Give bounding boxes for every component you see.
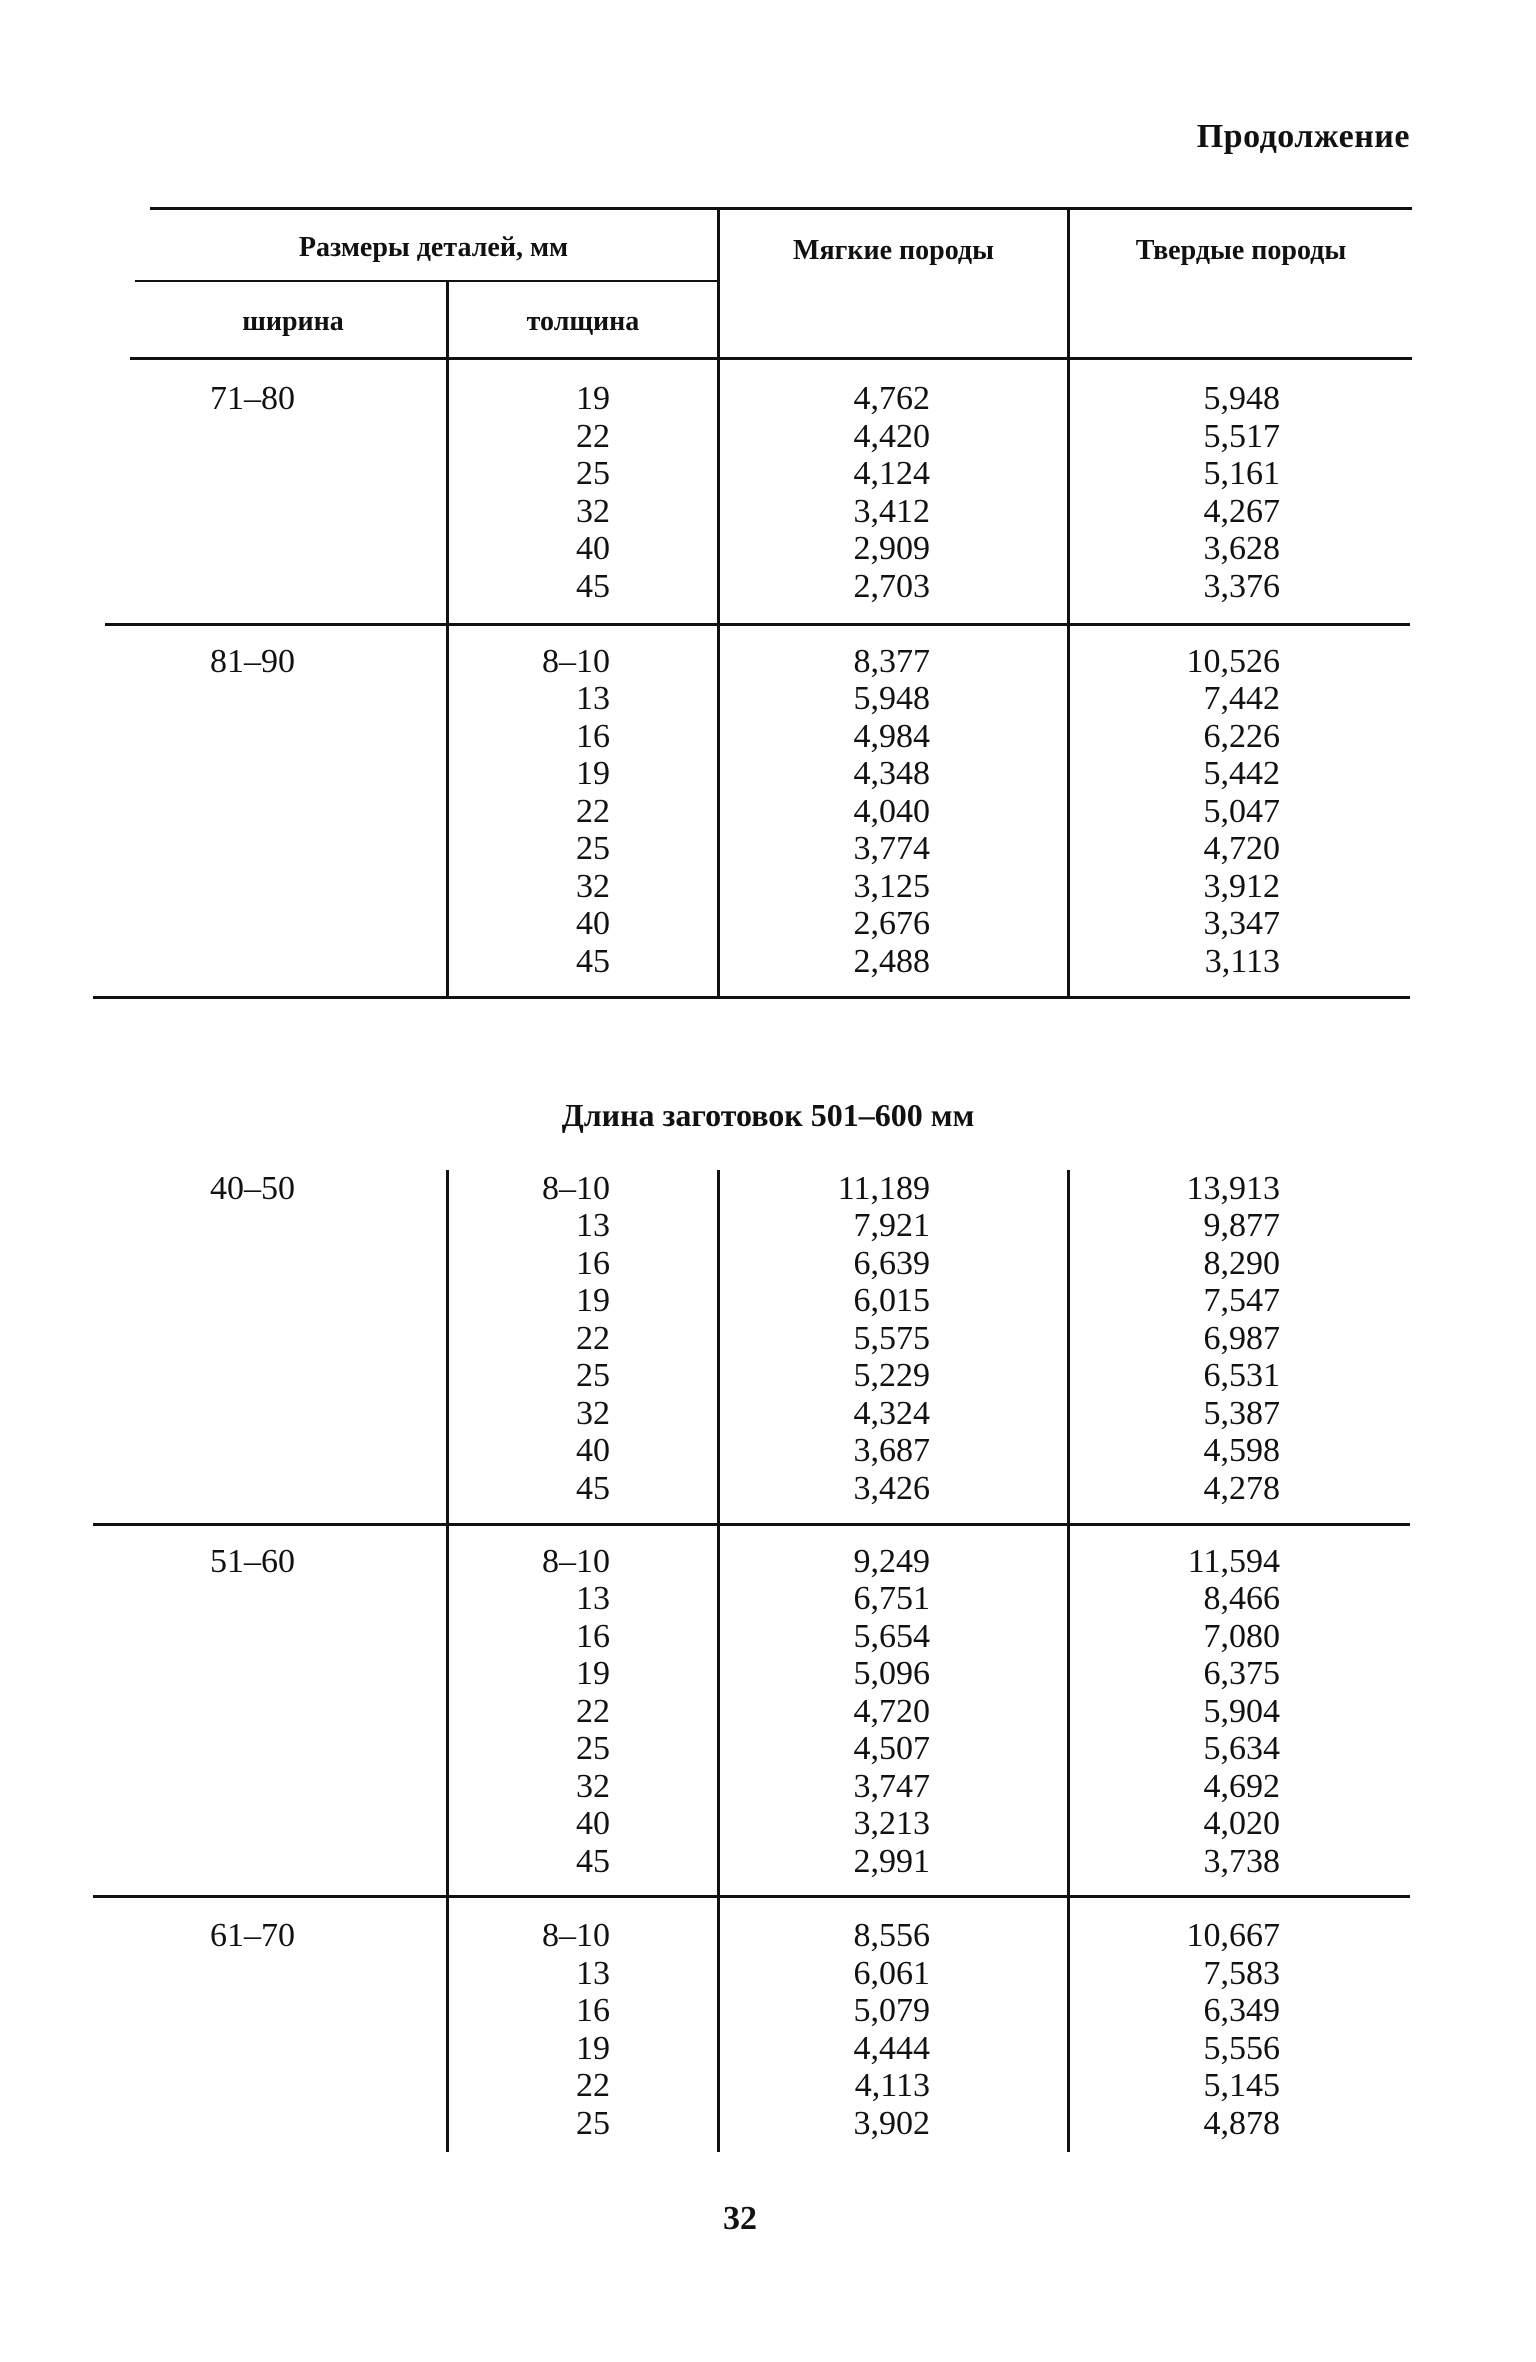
cell-soft: 4,040 — [853, 793, 930, 830]
header-thickness: толщина — [526, 306, 640, 337]
cell-soft: 9,249 — [853, 1543, 930, 1580]
cell-thickness: 40 — [576, 1432, 610, 1469]
cell-thickness: 22 — [576, 793, 610, 830]
group-rule-3 — [93, 1895, 1410, 1898]
cell-soft: 5,079 — [853, 1992, 930, 2029]
cell-hard: 4,020 — [1203, 1805, 1280, 1842]
cell-soft: 2,703 — [853, 568, 930, 605]
cell-soft: 3,774 — [853, 830, 930, 867]
cell-width: 81–90 — [210, 643, 295, 680]
cell-soft: 2,488 — [853, 943, 930, 980]
cell-thickness: 25 — [576, 455, 610, 492]
table-row — [0, 943, 1536, 981]
cell-hard: 6,349 — [1203, 1992, 1280, 2029]
cell-thickness: 32 — [576, 1768, 610, 1805]
cell-thickness: 40 — [576, 905, 610, 942]
cell-soft: 5,948 — [853, 680, 930, 717]
cell-soft: 3,902 — [853, 2105, 930, 2142]
cell-hard: 5,161 — [1203, 455, 1280, 492]
page-number: 32 — [723, 2200, 757, 2237]
cell-hard: 3,113 — [1204, 943, 1280, 980]
table-row — [0, 1170, 1536, 1208]
cell-hard: 6,531 — [1203, 1357, 1280, 1394]
table-row — [0, 2030, 1536, 2068]
cell-thickness: 16 — [576, 1245, 610, 1282]
cell-thickness: 16 — [576, 718, 610, 755]
cell-hard: 5,442 — [1203, 755, 1280, 792]
cell-hard: 5,556 — [1203, 2030, 1280, 2067]
table-row — [0, 1245, 1536, 1283]
table-row — [0, 868, 1536, 906]
cell-hard: 4,692 — [1203, 1768, 1280, 1805]
cell-soft: 3,412 — [853, 493, 930, 530]
table-row — [0, 905, 1536, 943]
table-row — [0, 1693, 1536, 1731]
cell-hard: 7,080 — [1203, 1618, 1280, 1655]
table-row — [0, 2105, 1536, 2143]
cell-soft: 4,507 — [853, 1730, 930, 1767]
cell-thickness: 25 — [576, 1357, 610, 1394]
cell-thickness: 32 — [576, 868, 610, 905]
cell-thickness: 8–10 — [542, 1543, 610, 1580]
table-row — [0, 493, 1536, 531]
header-top-rule — [150, 207, 1412, 210]
table-row — [0, 1730, 1536, 1768]
cell-thickness: 8–10 — [542, 1917, 610, 1954]
cell-thickness: 25 — [576, 1730, 610, 1767]
cell-soft: 2,909 — [853, 530, 930, 567]
table-row — [0, 718, 1536, 756]
cell-thickness: 45 — [576, 1843, 610, 1880]
cell-hard: 7,583 — [1203, 1955, 1280, 1992]
cell-hard: 8,290 — [1203, 1245, 1280, 1282]
cell-thickness: 45 — [576, 943, 610, 980]
cell-hard: 10,667 — [1186, 1917, 1280, 1954]
cell-soft: 8,377 — [853, 643, 930, 680]
cell-hard: 5,517 — [1203, 418, 1280, 455]
cell-soft: 2,676 — [853, 905, 930, 942]
cell-soft: 4,984 — [853, 718, 930, 755]
cell-width: 71–80 — [210, 380, 295, 417]
table-row — [0, 1282, 1536, 1320]
cell-hard: 7,547 — [1203, 1282, 1280, 1319]
cell-soft: 4,124 — [853, 455, 930, 492]
cell-thickness: 45 — [576, 568, 610, 605]
cell-thickness: 25 — [576, 2105, 610, 2142]
table-row — [0, 530, 1536, 568]
cell-hard: 5,047 — [1203, 793, 1280, 830]
cell-thickness: 25 — [576, 830, 610, 867]
cell-hard: 3,628 — [1203, 530, 1280, 567]
cell-soft: 5,575 — [853, 1320, 930, 1357]
cell-hard: 3,738 — [1203, 1843, 1280, 1880]
continuation-label: Продолжение — [1196, 118, 1410, 155]
cell-thickness: 13 — [576, 1580, 610, 1617]
header-hard: Твердые породы — [1135, 235, 1347, 266]
cell-hard: 6,375 — [1203, 1655, 1280, 1692]
header-mid-rule — [135, 280, 718, 282]
section-title: Длина заготовок 501–600 мм — [561, 1097, 975, 1133]
table-row — [0, 1917, 1536, 1955]
cell-soft: 7,921 — [853, 1207, 930, 1244]
table-row — [0, 755, 1536, 793]
cell-soft: 6,015 — [853, 1282, 930, 1319]
cell-soft: 4,720 — [853, 1693, 930, 1730]
cell-soft: 11,189 — [837, 1170, 930, 1207]
cell-soft: 3,687 — [853, 1432, 930, 1469]
cell-thickness: 22 — [576, 1693, 610, 1730]
table-row — [0, 1843, 1536, 1881]
cell-soft: 8,556 — [853, 1917, 930, 1954]
cell-thickness: 32 — [576, 493, 610, 530]
table-row — [0, 793, 1536, 831]
header-divider-soft — [1067, 209, 1070, 358]
cell-thickness: 16 — [576, 1618, 610, 1655]
cell-soft: 3,426 — [853, 1470, 930, 1507]
cell-thickness: 19 — [576, 380, 610, 417]
cell-hard: 6,987 — [1203, 1320, 1280, 1357]
cell-hard: 13,913 — [1186, 1170, 1280, 1207]
group-rule-2 — [93, 1523, 1410, 1526]
cell-hard: 10,526 — [1186, 643, 1280, 680]
cell-soft: 6,639 — [853, 1245, 930, 1282]
cell-thickness: 19 — [576, 1282, 610, 1319]
cell-soft: 5,096 — [853, 1655, 930, 1692]
cell-hard: 5,634 — [1203, 1730, 1280, 1767]
cell-soft: 4,113 — [854, 2067, 930, 2104]
table-row — [0, 380, 1536, 418]
table-row — [0, 2067, 1536, 2105]
header-width: ширина — [242, 306, 344, 337]
cell-soft: 3,747 — [853, 1768, 930, 1805]
cell-hard: 9,877 — [1203, 1207, 1280, 1244]
cell-hard: 3,376 — [1203, 568, 1280, 605]
cell-hard: 4,720 — [1203, 830, 1280, 867]
cell-hard: 5,904 — [1203, 1693, 1280, 1730]
cell-soft: 4,348 — [853, 755, 930, 792]
cell-hard: 4,878 — [1203, 2105, 1280, 2142]
header-soft: Мягкие породы — [793, 235, 994, 266]
cell-soft: 3,125 — [853, 868, 930, 905]
table-row — [0, 1580, 1536, 1618]
cell-width: 51–60 — [210, 1543, 295, 1580]
cell-hard: 3,347 — [1203, 905, 1280, 942]
cell-hard: 5,145 — [1203, 2067, 1280, 2104]
table-row — [0, 1395, 1536, 1433]
cell-thickness: 22 — [576, 418, 610, 455]
table-row — [0, 643, 1536, 681]
cell-thickness: 32 — [576, 1395, 610, 1432]
table-row — [0, 1470, 1536, 1508]
cell-hard: 6,226 — [1203, 718, 1280, 755]
cell-thickness: 16 — [576, 1992, 610, 2029]
table-row — [0, 830, 1536, 868]
cell-width: 61–70 — [210, 1917, 295, 1954]
cell-hard: 4,267 — [1203, 493, 1280, 530]
table-row — [0, 1768, 1536, 1806]
cell-thickness: 19 — [576, 2030, 610, 2067]
table-row — [0, 1955, 1536, 1993]
table-row — [0, 1207, 1536, 1245]
table-row — [0, 1655, 1536, 1693]
cell-hard: 7,442 — [1203, 680, 1280, 717]
cell-hard: 5,387 — [1203, 1395, 1280, 1432]
cell-soft: 6,751 — [853, 1580, 930, 1617]
cell-width: 40–50 — [210, 1170, 295, 1207]
cell-soft: 6,061 — [853, 1955, 930, 1992]
table-row — [0, 1618, 1536, 1656]
cell-thickness: 45 — [576, 1470, 610, 1507]
table-row — [0, 418, 1536, 456]
header-divider-sizes — [717, 209, 720, 358]
cell-soft: 4,762 — [853, 380, 930, 417]
cell-hard: 3,912 — [1203, 868, 1280, 905]
table-row — [0, 455, 1536, 493]
table-row — [0, 1805, 1536, 1843]
table-row — [0, 1357, 1536, 1395]
cell-hard: 5,948 — [1203, 380, 1280, 417]
cell-thickness: 22 — [576, 2067, 610, 2104]
cell-soft: 3,213 — [853, 1805, 930, 1842]
group-rule-1 — [105, 623, 1410, 626]
table-row — [0, 568, 1536, 606]
cell-thickness: 8–10 — [542, 1170, 610, 1207]
table-row — [0, 1432, 1536, 1470]
table-end-rule-1 — [93, 996, 1410, 999]
cell-hard: 8,466 — [1203, 1580, 1280, 1617]
cell-thickness: 22 — [576, 1320, 610, 1357]
cell-thickness: 40 — [576, 1805, 610, 1842]
cell-soft: 4,444 — [853, 2030, 930, 2067]
cell-soft: 4,420 — [853, 418, 930, 455]
cell-thickness: 19 — [576, 1655, 610, 1692]
cell-thickness: 19 — [576, 755, 610, 792]
table-row — [0, 680, 1536, 718]
cell-hard: 4,278 — [1203, 1470, 1280, 1507]
cell-thickness: 40 — [576, 530, 610, 567]
cell-thickness: 8–10 — [542, 643, 610, 680]
header-bottom-rule — [130, 357, 1412, 360]
table-row — [0, 1320, 1536, 1358]
cell-thickness: 13 — [576, 1207, 610, 1244]
cell-soft: 5,654 — [853, 1618, 930, 1655]
cell-hard: 11,594 — [1187, 1543, 1280, 1580]
header-sizes: Размеры деталей, мм — [298, 232, 569, 263]
cell-thickness: 13 — [576, 1955, 610, 1992]
cell-thickness: 13 — [576, 680, 610, 717]
cell-soft: 2,991 — [853, 1843, 930, 1880]
cell-soft: 5,229 — [853, 1357, 930, 1394]
cell-soft: 4,324 — [853, 1395, 930, 1432]
table-row — [0, 1992, 1536, 2030]
table-row — [0, 1543, 1536, 1581]
cell-hard: 4,598 — [1203, 1432, 1280, 1469]
